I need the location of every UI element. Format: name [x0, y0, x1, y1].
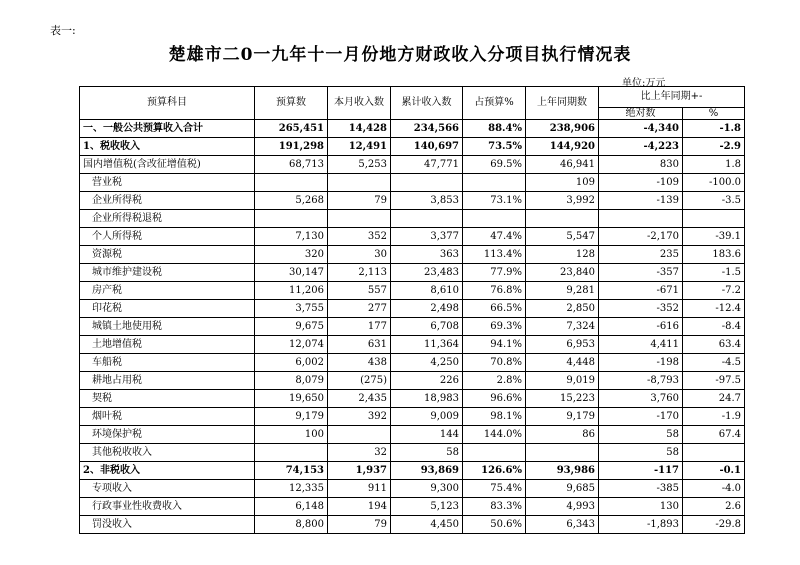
cell-cum: [391, 174, 463, 192]
table-row: [80, 498, 745, 516]
cell-rate: -4.5: [683, 354, 745, 372]
cell-cum: 8,610: [391, 282, 463, 300]
cell-last: 9,685: [526, 480, 599, 498]
cell-abs: 130: [599, 498, 683, 516]
header-last-year: 上年同期数: [526, 87, 599, 120]
cell-abs: -1,893: [599, 516, 683, 534]
cell-last: 9,281: [526, 282, 599, 300]
cell-abs: 58: [599, 444, 683, 462]
row-name: 行政事业性收费收入: [80, 498, 255, 516]
cell-abs: -117: [599, 462, 683, 480]
cell-budget: 320: [255, 246, 328, 264]
cell-last: 93,986: [526, 462, 599, 480]
cell-pct: 66.5%: [463, 300, 526, 318]
cell-abs: -2,170: [599, 228, 683, 246]
table-row: [80, 444, 745, 462]
table-row: [80, 282, 745, 300]
cell-budget: 7,130: [255, 228, 328, 246]
cell-budget: 265,451: [255, 120, 328, 138]
cell-budget: 12,335: [255, 480, 328, 498]
cell-month: 911: [328, 480, 391, 498]
cell-last: 15,223: [526, 390, 599, 408]
cell-last: 4,448: [526, 354, 599, 372]
cell-abs: -352: [599, 300, 683, 318]
cell-pct: 73.1%: [463, 192, 526, 210]
cell-pct: 96.6%: [463, 390, 526, 408]
cell-budget: 74,153: [255, 462, 328, 480]
cell-budget: 11,206: [255, 282, 328, 300]
cell-cum: 9,009: [391, 408, 463, 426]
cell-month: 557: [328, 282, 391, 300]
table-row: [80, 138, 745, 156]
cell-rate: -12.4: [683, 300, 745, 318]
cell-pct: 126.6%: [463, 462, 526, 480]
cell-pct: 2.8%: [463, 372, 526, 390]
row-name: 资源税: [80, 246, 255, 264]
row-name: 环境保护税: [80, 426, 255, 444]
cell-cum: 234,566: [391, 120, 463, 138]
cell-pct: [463, 174, 526, 192]
cell-last: 9,179: [526, 408, 599, 426]
row-name: 土地增值税: [80, 336, 255, 354]
row-name: 车船税: [80, 354, 255, 372]
cell-month: 12,491: [328, 138, 391, 156]
cell-abs: -4,340: [599, 120, 683, 138]
table-row: [80, 264, 745, 282]
cell-budget: [255, 174, 328, 192]
cell-cum: 6,708: [391, 318, 463, 336]
table-row: [80, 300, 745, 318]
cell-last: 238,906: [526, 120, 599, 138]
cell-month: [328, 174, 391, 192]
cell-rate: -2.9: [683, 138, 745, 156]
row-name: 企业所得税: [80, 192, 255, 210]
cell-abs: -109: [599, 174, 683, 192]
cell-last: 5,547: [526, 228, 599, 246]
cell-pct: 69.3%: [463, 318, 526, 336]
table-row: [80, 174, 745, 192]
header-compare: 比上年同期+-: [599, 87, 745, 108]
cell-budget: 68,713: [255, 156, 328, 174]
cell-pct: 50.6%: [463, 516, 526, 534]
cell-last: 128: [526, 246, 599, 264]
cell-month: 79: [328, 192, 391, 210]
row-name: 专项收入: [80, 480, 255, 498]
table-row: [80, 156, 745, 174]
unit-note: 单位:万元: [622, 78, 666, 89]
cell-budget: [255, 210, 328, 228]
table-row: [80, 120, 745, 138]
cell-abs: -139: [599, 192, 683, 210]
cell-cum: 5,123: [391, 498, 463, 516]
cell-rate: -3.5: [683, 192, 745, 210]
cell-last: 7,324: [526, 318, 599, 336]
row-name: 印花税: [80, 300, 255, 318]
page-title: 楚雄市二0一九年十一月份地方财政收入分项目执行情况表: [168, 45, 632, 65]
cell-budget: 191,298: [255, 138, 328, 156]
cell-cum: 2,498: [391, 300, 463, 318]
cell-month: 392: [328, 408, 391, 426]
row-name: 城市维护建设税: [80, 264, 255, 282]
cell-month: [328, 426, 391, 444]
cell-cum: 58: [391, 444, 463, 462]
cell-pct: 77.9%: [463, 264, 526, 282]
row-name: 一、一般公共预算收入合计: [80, 120, 255, 138]
cell-last: 3,992: [526, 192, 599, 210]
cell-rate: -97.5: [683, 372, 745, 390]
row-name: 房产税: [80, 282, 255, 300]
cell-pct: 83.3%: [463, 498, 526, 516]
cell-rate: 63.4: [683, 336, 745, 354]
cell-abs: -8,793: [599, 372, 683, 390]
cell-abs: 58: [599, 426, 683, 444]
row-name: 企业所得税退税: [80, 210, 255, 228]
cell-rate: -1.5: [683, 264, 745, 282]
cell-cum: 3,377: [391, 228, 463, 246]
cell-rate: 183.6: [683, 246, 745, 264]
cell-month: 5,253: [328, 156, 391, 174]
cell-month: 177: [328, 318, 391, 336]
cell-abs: 3,760: [599, 390, 683, 408]
cell-month: 352: [328, 228, 391, 246]
cell-month: 194: [328, 498, 391, 516]
cell-cum: 3,853: [391, 192, 463, 210]
cell-last: 46,941: [526, 156, 599, 174]
cell-cum: 11,364: [391, 336, 463, 354]
header-cumulative: 累计收入数: [391, 87, 463, 120]
table-row: [80, 480, 745, 498]
cell-budget: [255, 444, 328, 462]
cell-rate: -1.8: [683, 120, 745, 138]
cell-rate: 24.7: [683, 390, 745, 408]
cell-budget: 19,650: [255, 390, 328, 408]
cell-month: 2,435: [328, 390, 391, 408]
cell-budget: 6,002: [255, 354, 328, 372]
row-name: 个人所得税: [80, 228, 255, 246]
cell-budget: 30,147: [255, 264, 328, 282]
cell-pct: 113.4%: [463, 246, 526, 264]
cell-rate: -8.4: [683, 318, 745, 336]
cell-abs: -616: [599, 318, 683, 336]
header-budget: 预算数: [255, 87, 328, 120]
cell-last: 9,019: [526, 372, 599, 390]
cell-month: 277: [328, 300, 391, 318]
cell-abs: -198: [599, 354, 683, 372]
row-name: 契税: [80, 390, 255, 408]
cell-cum: 363: [391, 246, 463, 264]
header-month: 本月收入数: [328, 87, 391, 120]
table-row: [80, 210, 745, 228]
cell-last: 6,343: [526, 516, 599, 534]
revenue-table: [79, 86, 745, 534]
cell-rate: 1.8: [683, 156, 745, 174]
cell-month: 438: [328, 354, 391, 372]
cell-rate: -7.2: [683, 282, 745, 300]
table-row: [80, 462, 745, 480]
cell-last: 144,920: [526, 138, 599, 156]
cell-rate: 2.6: [683, 498, 745, 516]
row-name: 1、税收收入: [80, 138, 255, 156]
table-row: [80, 246, 745, 264]
cell-last: 4,993: [526, 498, 599, 516]
cell-rate: -1.9: [683, 408, 745, 426]
cell-pct: 76.8%: [463, 282, 526, 300]
cell-last: [526, 444, 599, 462]
table-row: [80, 516, 745, 534]
cell-abs: 4,411: [599, 336, 683, 354]
cell-rate: -100.0: [683, 174, 745, 192]
row-name: 城镇土地使用税: [80, 318, 255, 336]
cell-last: 23,840: [526, 264, 599, 282]
row-name: 2、非税收入: [80, 462, 255, 480]
cell-budget: 5,268: [255, 192, 328, 210]
cell-cum: 140,697: [391, 138, 463, 156]
cell-abs: -4,223: [599, 138, 683, 156]
cell-abs: 235: [599, 246, 683, 264]
cell-month: (275): [328, 372, 391, 390]
cell-month: 30: [328, 246, 391, 264]
cell-pct: 75.4%: [463, 480, 526, 498]
cell-cum: 4,250: [391, 354, 463, 372]
cell-abs: -170: [599, 408, 683, 426]
cell-budget: 8,800: [255, 516, 328, 534]
table-row: [80, 372, 745, 390]
cell-abs: [599, 210, 683, 228]
row-name: 烟叶税: [80, 408, 255, 426]
cell-rate: [683, 444, 745, 462]
cell-rate: -29.8: [683, 516, 745, 534]
table-row: [80, 228, 745, 246]
cell-abs: 830: [599, 156, 683, 174]
table-row: [80, 192, 745, 210]
row-name: 其他税收收入: [80, 444, 255, 462]
cell-rate: -39.1: [683, 228, 745, 246]
cell-last: 86: [526, 426, 599, 444]
cell-cum: 18,983: [391, 390, 463, 408]
table-label: 表一:: [50, 24, 76, 37]
table-row: [80, 336, 745, 354]
cell-rate: 67.4: [683, 426, 745, 444]
table-row: [80, 354, 745, 372]
header-percent: %: [683, 108, 745, 120]
header-absolute: 绝对数: [599, 108, 683, 120]
cell-pct: 47.4%: [463, 228, 526, 246]
cell-pct: [463, 444, 526, 462]
cell-budget: 9,179: [255, 408, 328, 426]
cell-budget: 12,074: [255, 336, 328, 354]
table-row: [80, 318, 745, 336]
cell-pct: 94.1%: [463, 336, 526, 354]
cell-rate: -0.1: [683, 462, 745, 480]
cell-cum: 93,869: [391, 462, 463, 480]
cell-budget: 9,675: [255, 318, 328, 336]
cell-pct: 144.0%: [463, 426, 526, 444]
row-name: 耕地占用税: [80, 372, 255, 390]
table-row: [80, 426, 745, 444]
cell-cum: 23,483: [391, 264, 463, 282]
cell-pct: 70.8%: [463, 354, 526, 372]
cell-month: 1,937: [328, 462, 391, 480]
cell-rate: -4.0: [683, 480, 745, 498]
cell-budget: 6,148: [255, 498, 328, 516]
cell-cum: 47,771: [391, 156, 463, 174]
cell-month: [328, 210, 391, 228]
cell-budget: 8,079: [255, 372, 328, 390]
cell-pct: [463, 210, 526, 228]
cell-cum: 226: [391, 372, 463, 390]
cell-pct: 98.1%: [463, 408, 526, 426]
cell-month: 2,113: [328, 264, 391, 282]
cell-pct: 69.5%: [463, 156, 526, 174]
cell-month: 631: [328, 336, 391, 354]
header-pct-budget: 占预算%: [463, 87, 526, 120]
table-body: [80, 120, 745, 534]
table-row: [80, 390, 745, 408]
row-name: 营业税: [80, 174, 255, 192]
row-name: 罚没收入: [80, 516, 255, 534]
cell-rate: [683, 210, 745, 228]
cell-month: 32: [328, 444, 391, 462]
cell-month: 79: [328, 516, 391, 534]
cell-budget: 100: [255, 426, 328, 444]
cell-cum: 4,450: [391, 516, 463, 534]
cell-cum: [391, 210, 463, 228]
cell-pct: 88.4%: [463, 120, 526, 138]
cell-last: [526, 210, 599, 228]
cell-month: 14,428: [328, 120, 391, 138]
cell-budget: 3,755: [255, 300, 328, 318]
cell-cum: 144: [391, 426, 463, 444]
header-item: 预算科目: [80, 87, 255, 120]
cell-abs: -385: [599, 480, 683, 498]
table-row: [80, 408, 745, 426]
row-name: 国内增值税(含改征增值税): [80, 156, 255, 174]
cell-cum: 9,300: [391, 480, 463, 498]
cell-last: 6,953: [526, 336, 599, 354]
cell-last: 2,850: [526, 300, 599, 318]
cell-abs: -671: [599, 282, 683, 300]
cell-pct: 73.5%: [463, 138, 526, 156]
cell-last: 109: [526, 174, 599, 192]
cell-abs: -357: [599, 264, 683, 282]
